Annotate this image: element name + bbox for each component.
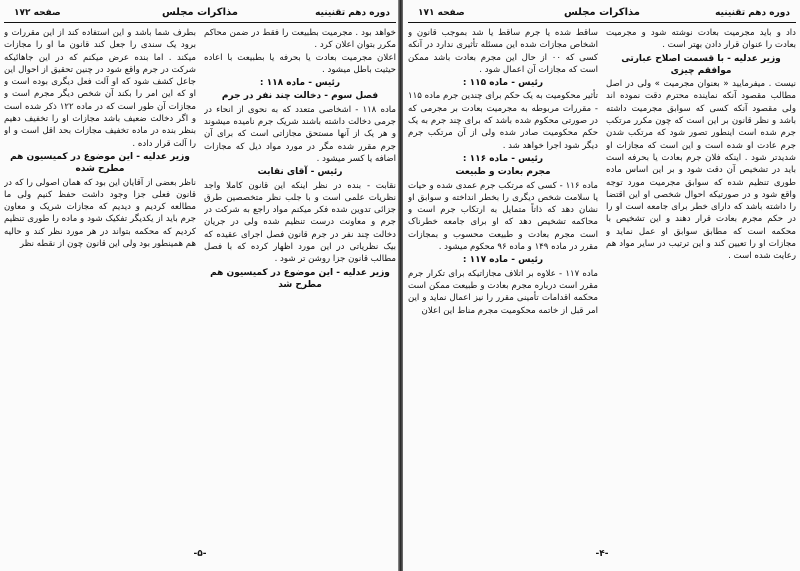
paragraph: ناظر بعضی از آقایان این بود که همان اصولی را که در قانون فعلی جزا وجود داشت حفظ کنیم ولی ما مطالعه کردیم و دیدیم که مجازات شریک و معاون جرم باید از یکدیگر تفکیک شود و ماده را طوری تنظیم کردیم که محکمه بتواند در هر مورد نظر کند و حالیه هم همینطور بود ولی این قانون چون از نقطه نظر	[4, 177, 196, 250]
text-column	[4, 27, 196, 541]
section-heading: رئیس - ماده ۱۱۵ :	[462, 78, 544, 89]
page-header	[408, 6, 796, 23]
paragraph: نقابت - بنده در نظر اینکه این قانون کاملا واجد نظریات علمی است و با جلب نظر متخصصین طرق جزائی تدوین شده فکر میکنم مواد راجع به شرکت در جرم و معاونت درست تنظیم شده ولی در جریان دخالت چند نفر در جرم قانون فصل اجرای عقیده که بیک نظریاتی در این مورد اظهار کرده که با فصل مطالب قانون جزا روشن تر شود .	[204, 180, 396, 265]
text-column	[408, 27, 598, 541]
paragraph: بطرف شما باشد و این استفاده کند از این مقررات و برود یک سندی را جعل کند قانون ما او را مجازات میکند . اما بنده عرض میکنم که در این جاهائیکه شرکت در جرم واقع شود در چنین تحقیق از احوال این جاعل کشف شود که او آلت فعل دیگری بوده است و او که این امر را بکند آن شخص دیگر مجرم است و مجازات آن طور است که در ماده ۱۲۲ ذکر شده است و اگر دخالت ضعیف باشد مجازات او را تخفیف دهیم بنظر بنده در ماده تخفیف مجازات بحد اقل است و او را آلت قرار داده .	[4, 28, 196, 149]
section-heading: وزیر عدلیه - با قسمت اصلاح عبارتی موافقم چیزی	[621, 53, 781, 76]
right-page	[408, 0, 796, 571]
paragraph: ماده ۱۱۷ - علاوه بر اتلاف مجازاتیکه برای تکرار جرم مقرر است درباره مجرم بعادت و طبیعت ممکن است محکمه اقدامات تأمینی مقرر را نیز اعمال نماید و این امر قبل از خاتمه محکومیت مجرم مناط این اعلان	[408, 268, 598, 316]
paragraph: ساقط شده یا جرم ساقط یا شد بموجب قانون و اشخاص مجازات شده این مسئله تأثیری ندارد در آنکه کسی که ۰۰ از حال این مجرم بعادت باشد ممکن است که مجازات آن اعمال شود .	[408, 28, 598, 75]
left-page	[4, 0, 396, 571]
page-label: صفحه ۱۷۱	[418, 8, 465, 18]
session-label: دوره دهم تقنینیه	[715, 8, 790, 18]
paragraph: داد و باید مجرمیت بعادت نوشته شود و مجرمیت بعادت را عنوان قرار دادن بهتر است .	[606, 28, 796, 51]
paragraph: اعلان مجرمیت بعادت یا بحرفه یا بطبیعت با اعاده حیثیت باطل میشود .	[204, 52, 396, 75]
page-header	[4, 6, 396, 23]
section-heading: مجرم بعادت و طبیعت	[455, 167, 551, 178]
section-heading: رئیس - ماده ۱۱۶ :	[462, 153, 544, 164]
paragraph: خواهد بود . مجرمیت بطبیعت را فقط در ضمن محاکم مکرر بتوان اعلان کرد .	[204, 28, 396, 51]
paragraph: ماده ۱۱۶ - کسی که مرتکب جرم عمدی شده و حیات یا سلامت شخص دیگری را بخطر انداخته و سوابق او نشان دهد که ذاتاً متمایل به ارتکاب جرم است و محاکمه تشخیص دهد که او برای جامعه خطرناک است مجرم بعادت و طبیعت محسوب و بمجازات مقرر در ماده ۱۴۹ و ماده ۹۶ محکوم میشود .	[408, 180, 598, 253]
section-heading: رئیس - آقای نقابت	[257, 167, 343, 178]
paragraph: تأثیر محکومیت به یک حکم برای چندین جرم ماده ۱۱۵ - مقررات مربوطه به مجرمیت بعادت بر مجرمی که در صورتی محکوم شده باشد که برای چند جرم به یک حکم محکومیت صادر شده ولی از آن مرتکب جرم دیگر شود اجرا خواهد شد .	[408, 91, 598, 151]
session-label: دوره دهم تقنینیه	[315, 8, 390, 18]
paragraph: نیست . میفرمایید « بعنوان مجرمیت » ولی در اصل مطالب مقصود آنکه نماینده محترم دقت نموده اند ولی مقصود آنکه کسی که سوابق مجرمیت داشته باشد و نظر قانون بر این است که چون مکرر مرتکب جرم شده است اینطور تصور شود که مرتکب شدن جرم عادت او شده است و این است که مجازات او شدیدتر شود . اینکه فلان جرم بعادت یا بحرفه است باید در تشخیص آن دقت شود و بر این اساس ماده طوری تنظیم شده که سوابق مجرمیت مورد توجه واقع شود و در صورتیکه احوال شخصی او این اقتضا را داشته باشد که دارای خطر برای جامعه است او را در حکم مجرم بعادت قرار دهند و این تشخیص با محکمه است که مطابق سوابق او عمل نماید و مجازات او را تعیین کند و این ترتیب در سایر مواد هم رعایت شده است .	[606, 79, 796, 262]
section-heading: رئیس - ماده ۱۱۸ :	[259, 78, 341, 89]
page-number: -۴-	[595, 549, 609, 559]
journal-title: مذاکرات مجلس	[563, 7, 640, 18]
text-column	[606, 27, 796, 541]
section-heading: وزیر عدلیه - این موضوع در کمیسیون هم مطرح شد	[210, 267, 390, 290]
section-heading: رئیس - ماده ۱۱۷ :	[462, 255, 544, 266]
page-label: صفحه ۱۷۲	[14, 8, 61, 18]
section-heading: وزیر عدلیه - این موضوع در کمیسیون هم مطرح شده	[10, 151, 190, 175]
section-heading: فصل سوم - دخالت چند نفر در جرم	[221, 91, 379, 102]
journal-title: مذاکرات مجلس	[161, 7, 238, 18]
text-column	[204, 27, 396, 541]
paragraph: ماده ۱۱۸ - اشخاصی متعدد که به نحوی از انحاء در جرمی دخالت داشته باشند شریک جرم نامیده میشوند و هر یک از آنها مستحق مجازاتی است که برای آن جرم مقرر شده مگر در مورد مواد ذیل که مجازات اضافه یا کسر میشود .	[204, 104, 396, 164]
page-number: -۵-	[193, 549, 207, 559]
book-gutter	[398, 0, 403, 571]
